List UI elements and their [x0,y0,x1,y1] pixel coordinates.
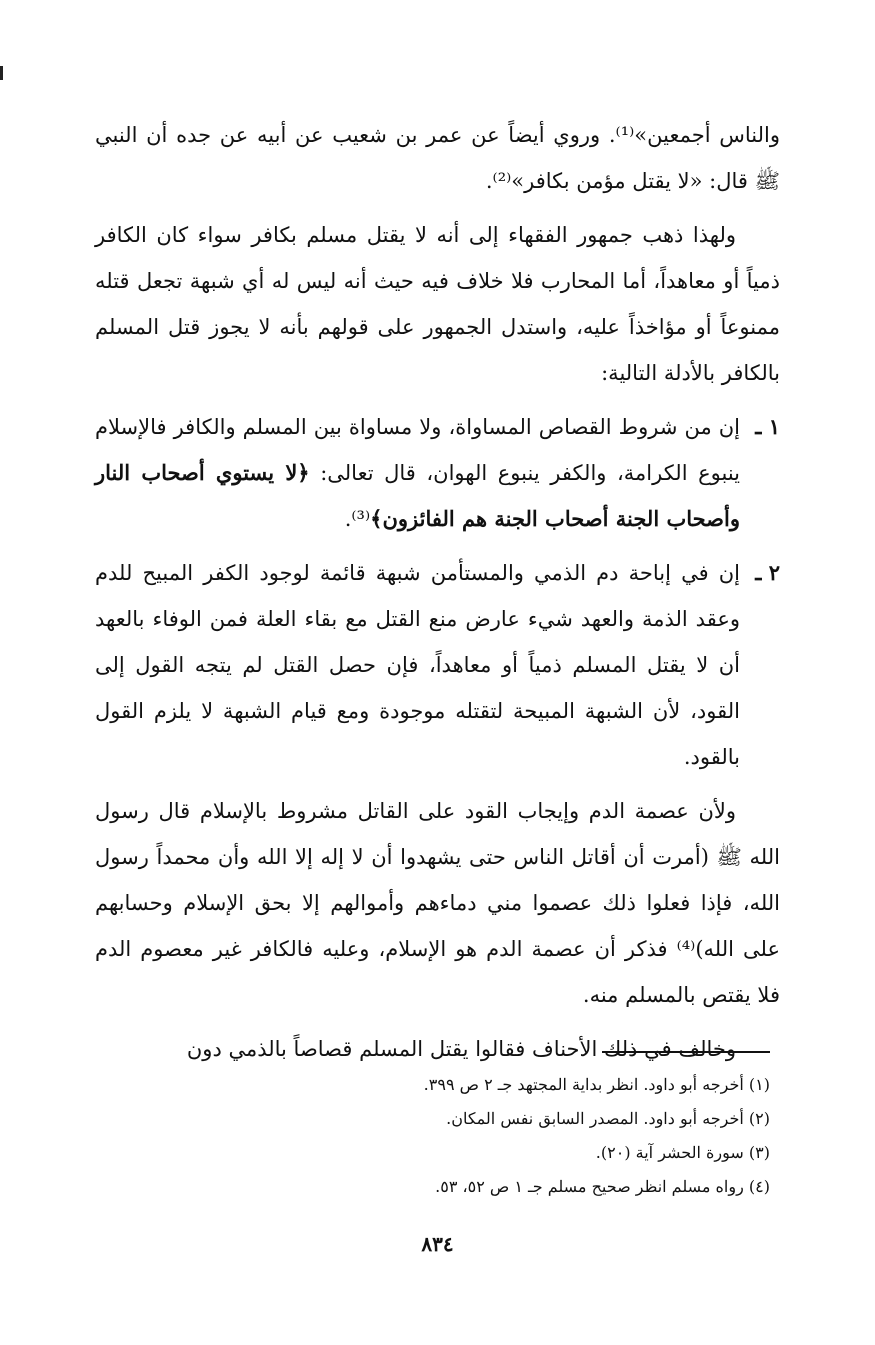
paragraph-2: ولهذا ذهب جمهور الفقهاء إلى أنه لا يقتل مسلم بكافر سواء كان الكافر ذمياً أو معاهداً، أما المحارب فلا خلاف فيه حيث أنه ليس له أي شبهة تجعل قتله ممنوعاً أو مؤاخذاً عليه، واستدل الجمهور على قولهم بأنه لا يجوز قتل المسلم بالكافر بالأدلة التالية: [95,223,780,385]
page-body [95,112,780,1080]
footnotes [170,1068,770,1204]
list-item-2 [95,550,780,780]
list-number-2: ٢ ـ [755,560,780,585]
footnote-1: (١) أخرجه أبو داود. انظر بداية المجتهد جـ ٢ ص ٣٩٩. [423,1075,770,1094]
footnote-4: (٤) رواه مسلم انظر صحيح مسلم جـ ١ ص ٥٢، ٥٣. [435,1177,770,1196]
quran-verse: ﴿لا يستوي أصحاب النار وأصحاب الجنة أصحاب الجنة هم الفائزون﴾ [95,460,740,531]
footnote-3: (٣) سورة الحشر آية (٢٠). [595,1143,770,1162]
footnote-separator [602,1051,770,1053]
footnote-2: (٢) أخرجه أبو داود. المصدر السابق نفس المكان. [446,1109,770,1128]
list-item-1-end: ⁽³⁾. [344,507,371,531]
scan-edge-mark [0,66,3,80]
page-number: ٨٣٤ [421,1232,454,1256]
list-item-1 [95,404,780,542]
list-item-2-text: إن في إباحة دم الذمي والمستأمن شبهة قائمة لوجود الكفر المبيح للدم وعقد الذمة والعهد شيء عارض منع القتل مع بقاء العلة فمن الوفاء بالعهد أن لا يقتل المسلم ذمياً أو معاهداً، فإن حصل القتل لم يتجه القول إلى القود، لأن الشبهة المبيحة لتقتله موجودة ومع قيام الشبهة لا يلزم القول بالقود. [95,561,740,769]
paragraph-4: وخالف في ذلك الأحناف فقالوا يقتل المسلم قصاصاً بالذمي دون [186,1037,736,1061]
paragraph-3: ولأن عصمة الدم وإيجاب القود على القاتل مشروط بالإسلام قال رسول الله ﷺ (أمرت أن أقاتل الناس حتى يشهدوا أن لا إله إلا الله وأن محمداً رسول الله، فإذا فعلوا ذلك عصموا مني دماءهم وأموالهم إلا بحق الإسلام وحسابهم على الله)⁽⁴⁾ فذكر أن عصمة الدم هو الإسلام، وعليه فالكافر غير معصوم الدم فلا يقتص بالمسلم منه. [95,799,780,1007]
list-number-1: ١ ـ [755,414,780,439]
list-item-1-text: إن من شروط القصاص المساواة، ولا مساواة بين المسلم والكافر فالإسلام ينبوع الكرامة، والكفر ينبوع الهوان، قال تعالى: [95,415,740,485]
paragraph-1: والناس أجمعين»⁽¹⁾. وروي أيضاً عن عمر بن شعيب عن أبيه عن جده أن النبي ﷺ قال: «لا يقتل مؤمن بكافر»⁽²⁾. [95,123,780,193]
